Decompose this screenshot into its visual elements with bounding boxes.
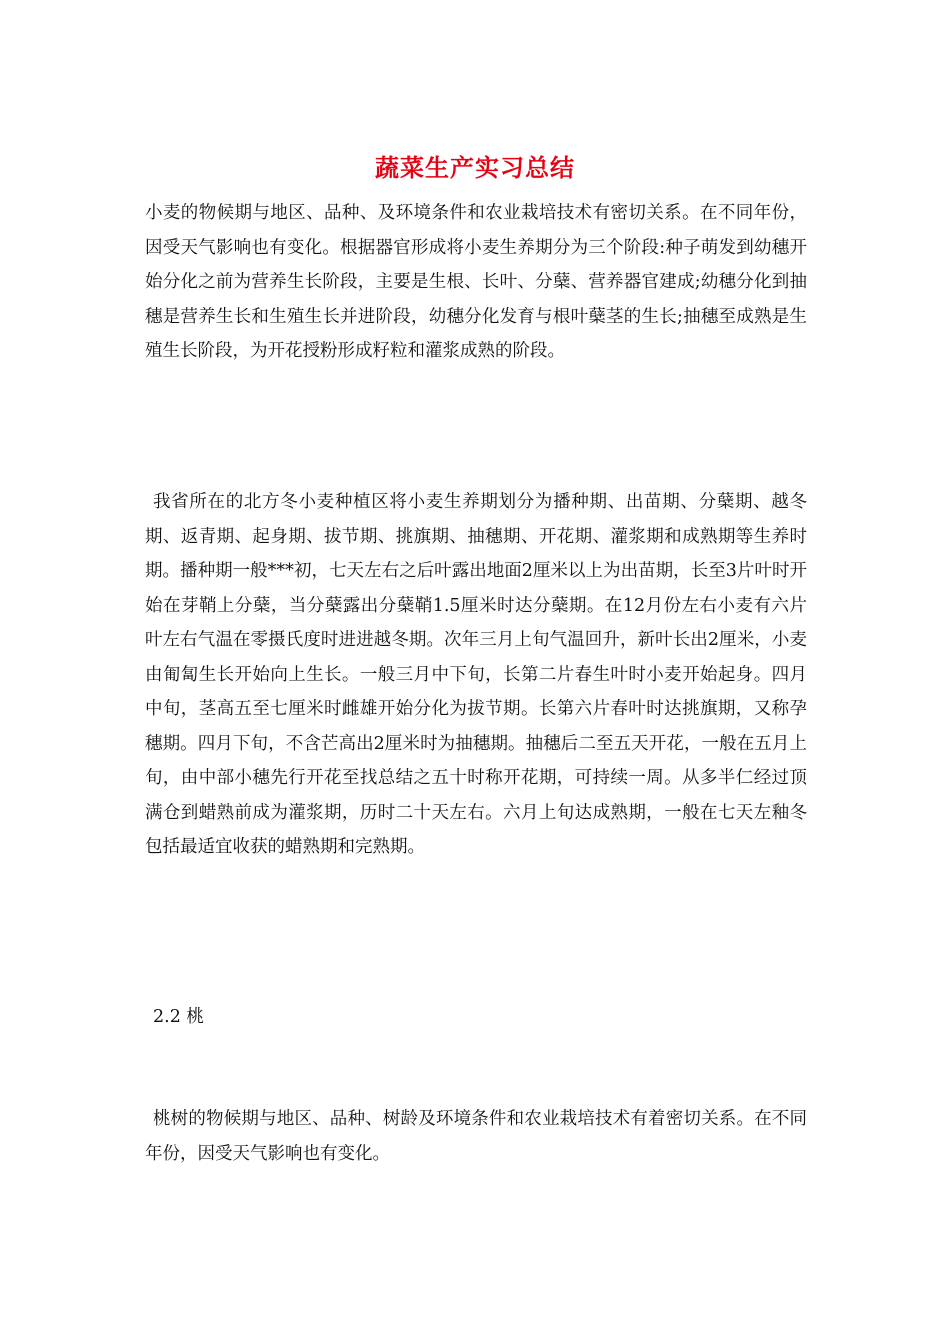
paragraph-wheat-phenology: 小麦的物候期与地区、品种、及环境条件和农业栽培技术有密切关系。在不同年份，因受天气影响也有变化。根据器官形成将小麦生养期分为三个阶段:种子萌发到幼穗开始分化之前为营养生长阶段，主要是生根、长叶、分蘖、营养器官建成;幼穗分化到抽穗是营养生长和生殖生长并进阶段，幼穗分化发育与根叶蘖茎的生长;抽穗至成熟是生殖生长阶段，为开花授粉形成籽粒和灌浆成熟的阶段。: [145, 203, 807, 361]
paragraph-wheat-growth-stages: 我省所在的北方冬小麦种植区将小麦生养期划分为播种期、出苗期、分蘖期、越冬期、返青期、起身期、拔节期、挑旗期、抽穗期、开花期、灌浆期和成熟期等生养时期。播种期一般***初，七天左右之后叶露出地面2厘米以上为出苗期，长至3片叶时开始在芽鞘上分蘖，当分蘖露出分蘖鞘1.5厘米时达分蘖期。在12月份左右小麦有六片叶左右气温在零摄氏度时进进越冬期。次年三月上旬气温回升，新叶长出2厘米，小麦由匍匐生长开始向上生长。一般三月中下旬，长第二片春生叶时小麦开始起身。四月中旬，茎高五至七厘米时雌雄开始分化为拔节期。长第六片春叶时达挑旗期，又称孕穗期。四月下旬，不含芒高出2厘米时为抽穗期。抽穗后二至五天开花，一般在五月上旬，由中部小穗先行开花至找总结之五十时称开花期，可持续一周。从多半仁经过顶满仓到蜡熟前成为灌浆期，历时二十天左右。六月上旬达成熟期，一般在七天左釉冬包括最适宜收获的蜡熟期和完熟期。: [145, 492, 807, 857]
paragraph-peach-phenology: 桃树的物候期与地区、品种、树龄及环境条件和农业栽培技术有着密切关系。在不同年份，因受天气影响也有变化。: [145, 1109, 807, 1164]
document-title: 蔬菜生产实习总结: [375, 153, 575, 182]
section-heading-peach: 2.2 桃: [153, 1007, 204, 1027]
